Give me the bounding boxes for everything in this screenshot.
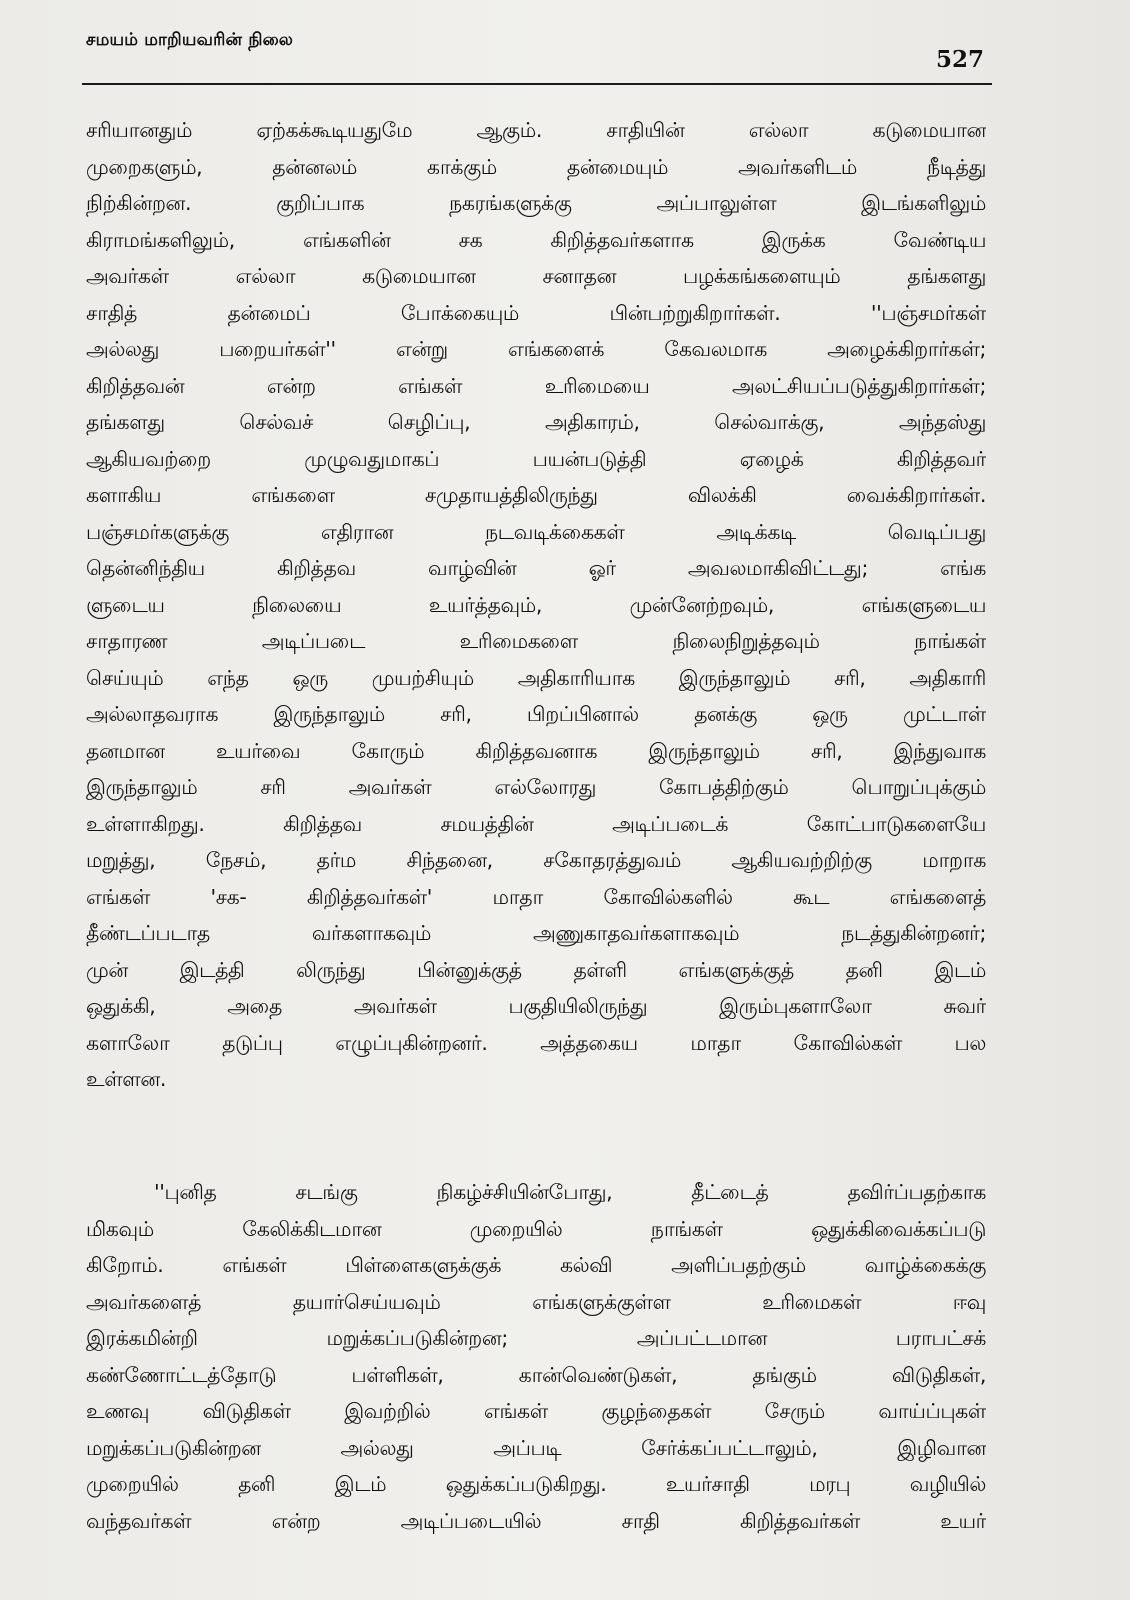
text-line: வந்தவர்கள் என்ற அடிப்படையில் சாதி கிறித்தவர்கள் உயர் (86, 1508, 986, 1533)
text-line: மிகவும் கேலிக்கிடமான முறையில் நாங்கள் ஒதுக்கிவைக்கப்படு (86, 1216, 986, 1241)
text-line: கிராமங்களிலும், எங்களின் சக கிறித்தவர்களாக இருக்க வேண்டிய (86, 227, 986, 252)
text-line: தீண்டப்படாத வர்களாகவும் அணுகாதவர்களாகவும் நடத்துகின்றனர்; (86, 921, 986, 945)
paragraph-1 (86, 112, 986, 1098)
paragraph-2 (86, 1174, 986, 1539)
text-line: உள்ளன. (86, 1067, 166, 1091)
text-line: அல்லது பறையர்கள்'' என்று எங்களைக் கேவலமாக அழைக்கிறார்கள்; (86, 337, 986, 361)
text-line: மறுக்கப்படுகின்றன அல்லது அப்படி சேர்க்கப்பட்டாலும், இழிவான (86, 1435, 986, 1460)
text-line: சாதித் தன்மைப் போக்கையும் பின்பற்றுகிறார்கள். ''பஞ்சமர்கள் (86, 300, 986, 325)
text-line: பஞ்சமர்களுக்கு எதிரான நடவடிக்கைகள் அடிக்கடி வெடிப்பது (86, 519, 986, 544)
page-header (82, 26, 992, 86)
text-line: சரியானதும் ஏற்கக்கூடியதுமே ஆகும். சாதியின் எல்லா கடுமையான (86, 118, 986, 142)
text-line: மறுத்து, நேசம், தர்ம சிந்தனை, சகோதரத்துவம் ஆகியவற்றிற்கு மாறாக (86, 848, 986, 872)
header-rule (82, 83, 992, 85)
text-line: அவர்கள் எல்லா கடுமையான சனாதன பழக்கங்களையும் தங்களது (86, 264, 986, 288)
text-line: உணவு விடுதிகள் இவற்றில் எங்கள் குழந்தைகள் சேரும் வாய்ப்புகள் (86, 1399, 986, 1423)
running-title: சமயம் மாறியவரின் நிலை (86, 30, 294, 50)
text-line: இருந்தாலும் சரி அவர்கள் எல்லோரது கோபத்திற்கும் பொறுப்புக்கும் (86, 775, 986, 799)
text-line: எங்கள் 'சக- கிறித்தவர்கள்' மாதா கோவில்களில் கூட எங்களைத் (86, 884, 986, 909)
text-line: ளுடைய நிலையை உயர்த்தவும், முன்னேற்றவும், எங்களுடைய (86, 592, 986, 617)
text-line: ஆகியவற்றை முழுவதுமாகப் பயன்படுத்தி ஏழைக் கிறித்தவர் (86, 446, 986, 471)
text-line: கண்ணோட்டத்தோடு பள்ளிகள், கான்வெண்டுகள், தங்கும் விடுதிகள், (86, 1362, 986, 1387)
text-line: இரக்கமின்றி மறுக்கப்படுகின்றன; அப்பட்டமான பராபட்சக் (86, 1326, 986, 1350)
text-line: அல்லாதவராக இருந்தாலும் சரி, பிறப்பினால் தனக்கு ஒரு முட்டாள் (86, 702, 986, 726)
text-line: களாலோ தடுப்பு எழுப்புகின்றனர். அத்தகைய மாதா கோவில்கள் பல (86, 1030, 986, 1055)
text-line: கிறித்தவன் என்ற எங்கள் உரிமையை அலட்சியப்படுத்துகிறார்கள்; (86, 373, 986, 398)
text-line: களாகிய எங்களை சமுதாயத்திலிருந்து விலக்கி வைக்கிறார்கள். (86, 483, 986, 507)
text-line: உள்ளாகிறது. கிறித்தவ சமயத்தின் அடிப்படைக் கோட்பாடுகளையே (86, 811, 986, 836)
text-line: ''புனித சடங்கு நிகழ்ச்சியின்போது, தீட்டைத் தவிர்ப்பதற்காக (154, 1180, 986, 1204)
text-line: சாதாரண அடிப்படை உரிமைகளை நிலைநிறுத்தவும் நாங்கள் (86, 629, 986, 653)
text-line: ஒதுக்கி, அதை அவர்கள் பகுதியிலிருந்து இரும்புகளாலோ சுவர் (86, 994, 986, 1018)
text-line: தங்களது செல்வச் செழிப்பு, அதிகாரம், செல்வாக்கு, அந்தஸ்து (86, 410, 986, 434)
text-line: முறைகளும், தன்னலம் காக்கும் தன்மையும் அவர்களிடம் நீடித்து (86, 154, 986, 179)
text-line: முன் இடத்தி லிருந்து பின்னுக்குத் தள்ளி எங்களுக்குத் தனி இடம் (86, 957, 986, 982)
text-line: கிறோம். எங்கள் பிள்ளைகளுக்குக் கல்வி அளிப்பதற்கும் வாழ்க்கைக்கு (86, 1253, 986, 1277)
text-line: நிற்கின்றன. குறிப்பாக நகரங்களுக்கு அப்பாலுள்ள இடங்களிலும் (86, 191, 986, 215)
text-line: தென்னிந்திய கிறித்தவ வாழ்வின் ஓர் அவலமாகிவிட்டது; எங்க (86, 556, 986, 580)
text-line: அவர்களைத் தயார்செய்யவும் எங்களுக்குள்ள உரிமைகள் ஈவு (86, 1289, 986, 1314)
text-line: தனமான உயர்வை கோரும் கிறித்தவனாக இருந்தாலும் சரி, இந்துவாக (86, 738, 986, 763)
text-line: முறையில் தனி இடம் ஒதுக்கப்படுகிறது. உயர்சாதி மரபு வழியில் (86, 1472, 986, 1496)
page-number: 527 (935, 46, 984, 73)
text-line: செய்யும் எந்த ஒரு முயற்சியும் அதிகாரியாக இருந்தாலும் சரி, அதிகாரி (86, 665, 986, 690)
